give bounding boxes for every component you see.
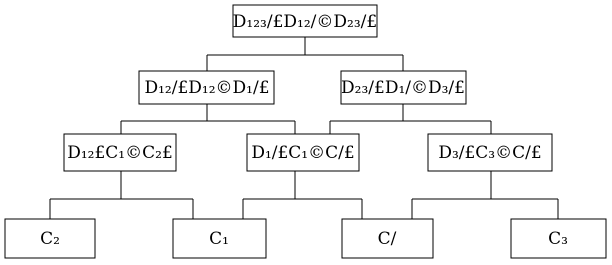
node-root-label: D₁₂₃/£D₁₂/©D₂₃/£ <box>232 12 378 32</box>
node-l1b-label: D₂₃/£D₁/©D₃/£ <box>341 78 465 98</box>
node-l2c <box>428 134 552 171</box>
node-leaf-1-label: C₂ <box>40 229 60 249</box>
node-l2b-label: D₁/£C₁©C/£ <box>251 143 355 163</box>
node-leaf-3 <box>342 219 433 258</box>
node-leaf-2 <box>173 219 266 258</box>
node-l2b <box>247 134 359 171</box>
node-leaf-4 <box>511 219 606 258</box>
node-l1a-label: D₁₂/£D₁₂©D₁/£ <box>144 78 270 98</box>
node-leaf-3-label: C/ <box>377 229 397 249</box>
node-leaf-2-label: C₁ <box>209 229 229 249</box>
connectors <box>50 37 558 219</box>
node-root <box>233 5 377 37</box>
node-leaf-4-label: C₃ <box>548 229 568 249</box>
node-l1b <box>341 71 466 104</box>
node-l2c-label: D₃/£C₃©C/£ <box>438 143 542 163</box>
node-l1a <box>139 71 274 104</box>
node-l2a <box>64 134 176 171</box>
node-l2a-label: D₁₂£C₁©C₂£ <box>67 143 173 163</box>
node-leaf-1 <box>5 219 95 258</box>
